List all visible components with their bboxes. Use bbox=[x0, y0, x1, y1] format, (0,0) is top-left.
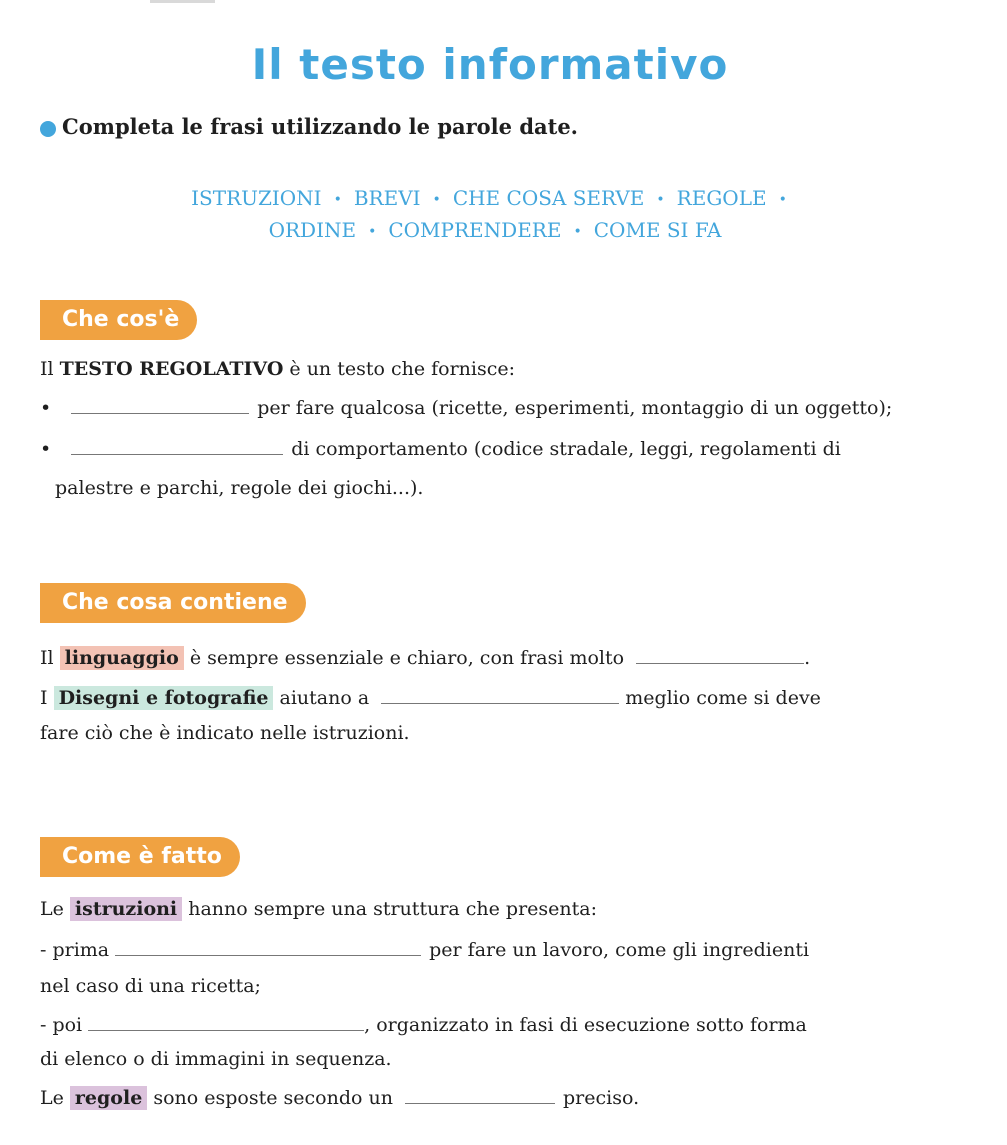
section3-line-2 bbox=[40, 937, 809, 961]
answer-blank-2[interactable] bbox=[71, 436, 283, 455]
l1-post: hanno sempre una struttura che presenta: bbox=[188, 898, 598, 920]
instruction-bullet-icon bbox=[40, 121, 56, 137]
bullet: • bbox=[40, 438, 52, 460]
section-tab-come-e-fatto: Come è fatto bbox=[40, 837, 240, 877]
bullet: • bbox=[40, 397, 52, 419]
section1-item-2 bbox=[40, 436, 841, 460]
answer-blank-5[interactable] bbox=[115, 937, 421, 956]
separator-dot: • bbox=[573, 223, 582, 240]
word-comprendere: COMPRENDERE bbox=[388, 218, 562, 242]
section-tab-che-cose: Che cos'è bbox=[40, 300, 197, 340]
word-bank-row-1 bbox=[0, 186, 990, 210]
l2-post: per fare un lavoro, come gli ingredienti bbox=[429, 939, 810, 961]
l1-pre: Le bbox=[40, 898, 64, 920]
section1-item-2-cont: palestre e parchi, regole dei giochi...). bbox=[55, 477, 424, 499]
section3-line-1 bbox=[40, 898, 597, 920]
word-brevi: BREVI bbox=[353, 186, 421, 210]
answer-blank-3[interactable] bbox=[636, 645, 804, 664]
section1-item-1 bbox=[40, 395, 892, 419]
separator-dot: • bbox=[432, 191, 441, 208]
page-title: Il testo informativo bbox=[251, 40, 729, 89]
l6-pre: Le bbox=[40, 1087, 64, 1109]
l2-mid: aiutano a bbox=[279, 687, 370, 709]
l6-mid: sono esposte secondo un bbox=[153, 1087, 393, 1109]
section2-line-1 bbox=[40, 645, 810, 669]
intro-bold: TESTO REGOLATIVO bbox=[59, 358, 284, 380]
section2-line-3: fare ciò che è indicato nelle istruzioni. bbox=[40, 722, 410, 744]
instruction-text: Completa le frasi utilizzando le parole date. bbox=[62, 114, 578, 139]
l4-pre: - poi bbox=[40, 1014, 83, 1036]
separator-dot: • bbox=[656, 191, 665, 208]
section3-line-6 bbox=[40, 1085, 639, 1109]
answer-blank-1[interactable] bbox=[71, 395, 249, 414]
separator-dot: • bbox=[778, 191, 787, 208]
section3-line-5: di elenco o di immagini in sequenza. bbox=[40, 1048, 392, 1070]
section3-line-4 bbox=[40, 1012, 807, 1036]
l1-pre: Il bbox=[40, 647, 54, 669]
l1-post: è sempre essenziale e chiaro, con frasi molto bbox=[189, 647, 625, 669]
intro-pre: Il bbox=[40, 358, 60, 380]
l4-post: , organizzato in fasi di esecuzione sotto forma bbox=[364, 1014, 807, 1036]
word-regole: REGOLE bbox=[676, 186, 767, 210]
section3-line-3: nel caso di una ricetta; bbox=[40, 975, 261, 997]
highlight-istruzioni: istruzioni bbox=[70, 897, 182, 921]
item1-text: per fare qualcosa (ricette, esperimenti, montaggio di un oggetto); bbox=[257, 397, 893, 419]
word-come-si-fa: COME SI FA bbox=[593, 218, 722, 242]
separator-dot: • bbox=[368, 223, 377, 240]
highlight-regole: regole bbox=[70, 1086, 147, 1110]
separator-dot: • bbox=[333, 191, 342, 208]
highlight-linguaggio: linguaggio bbox=[60, 646, 184, 670]
l6-post: preciso. bbox=[563, 1087, 640, 1109]
word-che-cosa-serve: CHE COSA SERVE bbox=[452, 186, 645, 210]
item2-text-a: di comportamento (codice stradale, leggi, regolamenti di bbox=[291, 438, 841, 460]
word-bank-row-2 bbox=[0, 218, 990, 242]
intro-post: è un testo che fornisce: bbox=[283, 358, 516, 380]
highlight-disegni-fotografie: Disegni e fotografie bbox=[54, 686, 274, 710]
l2-pre: - prima bbox=[40, 939, 110, 961]
word-ordine: ORDINE bbox=[268, 218, 357, 242]
top-divider bbox=[150, 0, 215, 3]
l2-post: meglio come si deve bbox=[625, 687, 821, 709]
section2-line-2 bbox=[40, 685, 821, 709]
l2-pre: I bbox=[40, 687, 48, 709]
section1-intro bbox=[40, 358, 515, 380]
word-istruzioni: ISTRUZIONI bbox=[191, 186, 322, 210]
answer-blank-4[interactable] bbox=[381, 685, 619, 704]
answer-blank-7[interactable] bbox=[405, 1085, 555, 1104]
section-tab-che-cosa-contiene: Che cosa contiene bbox=[40, 583, 306, 623]
answer-blank-6[interactable] bbox=[88, 1012, 364, 1031]
l1-end: . bbox=[804, 647, 811, 669]
